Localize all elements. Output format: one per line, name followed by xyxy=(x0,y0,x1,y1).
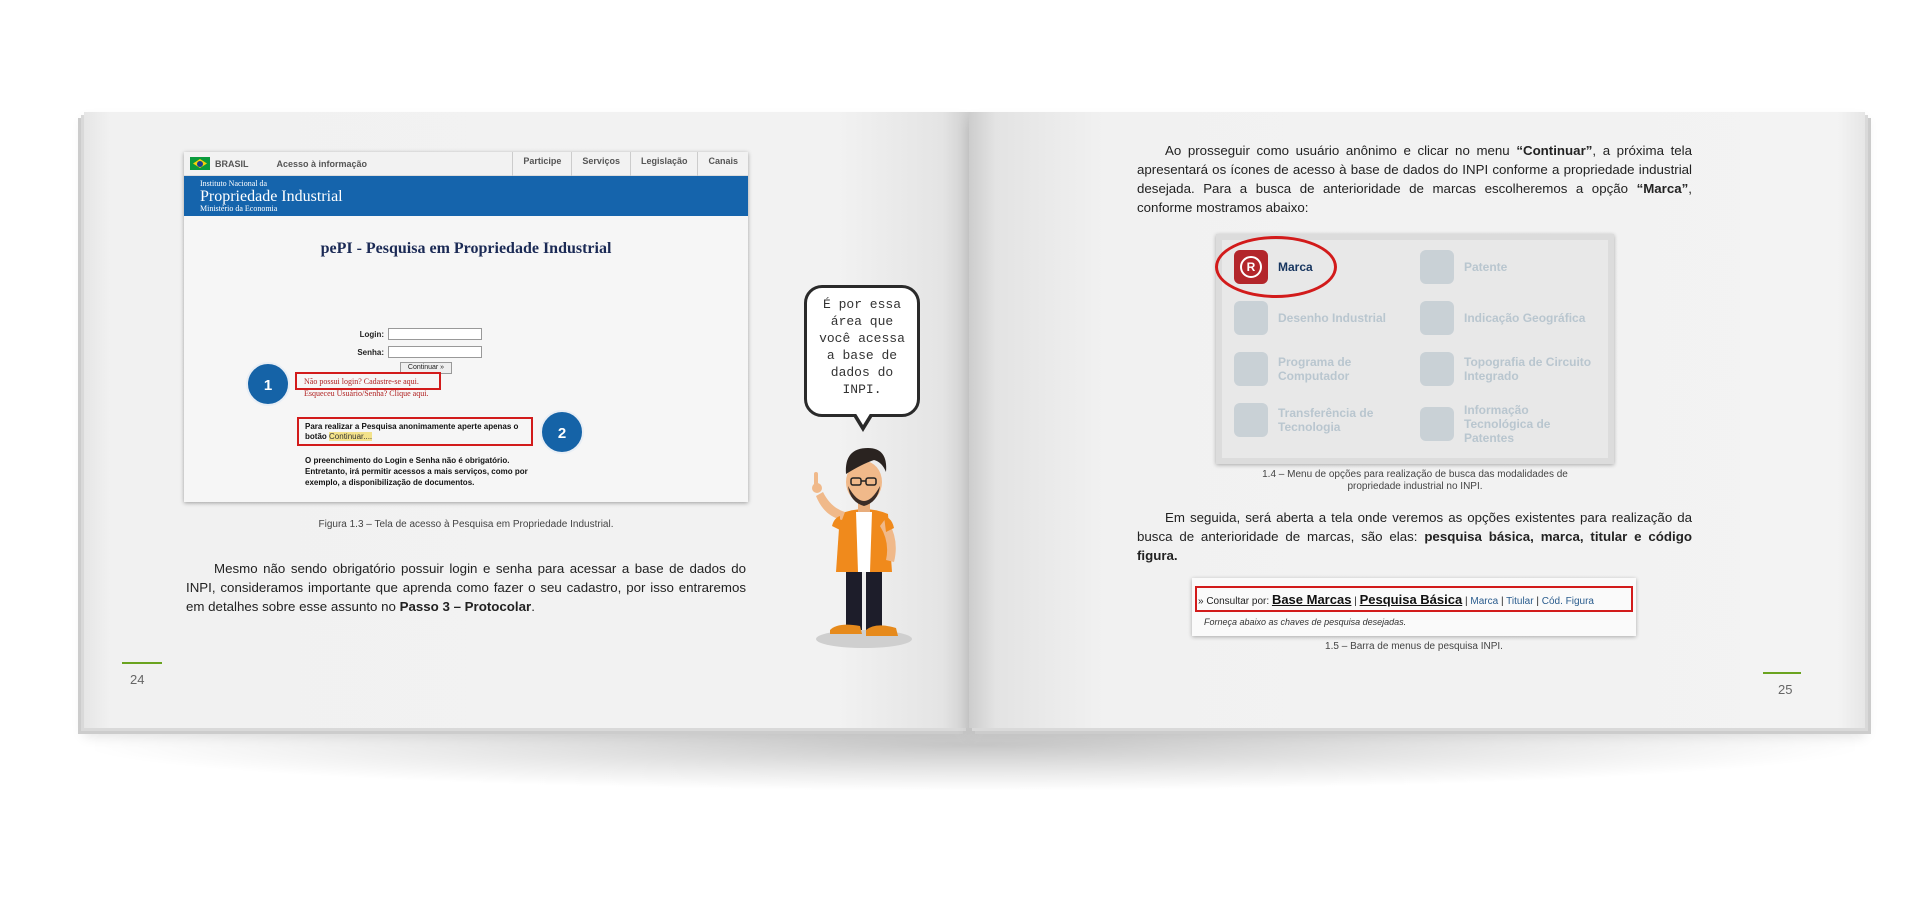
search-sep: | xyxy=(1498,596,1507,607)
intro-text-2: , a próxima tela apresentará os ícones de acesso à base de dados do INPI conforme a propriedade industrial desejada. Para a busca de anterioridade de marcas escolheremos a opção xyxy=(1137,143,1693,196)
pepi-title: pePI - Pesquisa em Propriedade Industrial xyxy=(320,240,612,257)
anonymous-text: Para realizar a Pesquisa anonimamente aperte apenas o botão xyxy=(305,422,519,441)
figure-caption-1-3: Figura 1.3 – Tela de acesso à Pesquisa em Propriedade Industrial. xyxy=(318,519,614,530)
gov-menu-item: Canais xyxy=(697,152,748,176)
menu-item-indicacao-label: Indicação Geográfica xyxy=(1464,311,1586,325)
menu-item-indicacao xyxy=(1420,301,1600,335)
speech-bubble: É por essa área que você acessa a base de dados do INPI. xyxy=(804,285,920,417)
search-bar-hint: Forneça abaixo as chaves de pesquisa desejadas. xyxy=(1204,617,1407,627)
step-marker-1: 1 xyxy=(246,362,290,406)
menu-item-desenho xyxy=(1234,301,1414,335)
figure-caption-1-4: 1.4 – Menu de opções para realização de busca das modalidades de propriedade industrial no INPI. xyxy=(1262,469,1568,492)
password-input xyxy=(388,346,482,358)
menu-item-marca-label: Marca xyxy=(1278,260,1313,274)
menu-item-transferencia-label: Transferência de Tecnologia xyxy=(1278,406,1374,434)
step-marker-2: 2 xyxy=(540,410,584,454)
chip-icon xyxy=(1420,352,1454,386)
search-sep: | xyxy=(1351,596,1360,607)
intro-text-3: , conforme mostramos abaixo: xyxy=(1137,181,1692,215)
map-ig-icon xyxy=(1420,301,1454,335)
menu-item-informacao-label: Informação Tecnológica de Patentes xyxy=(1464,403,1551,445)
search-base-marcas: Base Marcas xyxy=(1271,592,1352,607)
inpi-header-line3: Ministério da Economia xyxy=(200,204,278,213)
search-bar-row xyxy=(1198,592,1594,607)
gov-bar xyxy=(184,152,748,176)
search-sep: | xyxy=(1533,596,1542,607)
figure-caption-1-5: 1.5 – Barra de menus de pesquisa INPI. xyxy=(1325,641,1503,652)
menu-item-patente xyxy=(1420,250,1507,284)
right-intro-paragraph xyxy=(1137,141,1692,217)
document-icon xyxy=(1420,407,1454,441)
login-input xyxy=(388,328,482,340)
page-number-right: 25 xyxy=(1778,682,1793,697)
menu-item-topografia-label: Topografia de Circuito Integrado xyxy=(1464,355,1592,383)
forgot-link: Esqueceu Usuário/Senha? Clique aqui. xyxy=(304,389,429,398)
menu-item-programa xyxy=(1234,352,1414,386)
inpi-header xyxy=(184,176,748,216)
left-paragraph-bold: Passo 3 – Protocolar xyxy=(399,599,532,614)
brazil-flag-icon xyxy=(190,157,210,170)
gov-access-link: Acesso à informação xyxy=(276,158,368,169)
login-note: O preenchimento do Login e Senha não é obrigatório. Entretanto, irá permitir acessos a mais serviços, como por exemplo, a disponibilização de documentos. xyxy=(305,456,528,487)
right-second-paragraph xyxy=(1137,508,1692,565)
pencil-icon xyxy=(1234,301,1268,335)
inpi-header-line1: Instituto Nacional da xyxy=(200,179,268,188)
search-titular: Titular xyxy=(1506,596,1534,607)
left-paragraph-end: . xyxy=(531,599,535,614)
gov-menu-item: Serviços xyxy=(571,152,630,176)
speech-bubble-tail-inner xyxy=(855,412,871,425)
menu-item-topografia xyxy=(1420,352,1600,386)
handshake-icon xyxy=(1234,403,1268,437)
lightbulb-icon xyxy=(1420,250,1454,284)
continue-button: Continuar » xyxy=(400,362,452,374)
menu-item-transferencia xyxy=(1234,403,1414,437)
left-paragraph xyxy=(186,559,746,616)
login-label: Login: xyxy=(359,330,384,339)
search-sep: | xyxy=(1462,596,1471,607)
page-accent-line-left xyxy=(122,662,162,664)
page-accent-line-right xyxy=(1763,672,1801,674)
intro-bold-marca: “Marca” xyxy=(1636,181,1689,196)
menu-item-desenho-label: Desenho Industrial xyxy=(1278,311,1387,325)
anonymous-highlight: Continuar.... xyxy=(329,432,373,441)
password-label: Senha: xyxy=(357,348,384,357)
computer-icon xyxy=(1234,352,1268,386)
second-text: Em seguida, será aberta a tela onde veremos as opções existentes para realização da busca de anterioridade de marcas, são elas: xyxy=(1137,510,1692,544)
search-pesquisa-basica: Pesquisa Básica xyxy=(1359,592,1463,607)
menu-item-informacao xyxy=(1420,403,1600,445)
gov-menu-item: Participe xyxy=(512,152,571,176)
gov-brasil-label: BRASIL xyxy=(215,158,249,169)
search-marca: Marca xyxy=(1470,596,1499,607)
login-screenshot-figure xyxy=(184,152,748,502)
intro-text-1: Ao prosseguir como usuário anônimo e clicar no menu xyxy=(1165,143,1517,158)
menu-item-programa-label: Programa de Computador xyxy=(1278,355,1352,383)
marca-highlight-ellipse xyxy=(1215,236,1337,298)
intro-bold-continuar: “Continuar” xyxy=(1516,143,1593,158)
search-bar-figure xyxy=(1192,578,1636,636)
anonymous-instruction xyxy=(305,422,535,442)
left-paragraph-text: Mesmo não sendo obrigatório possuir login e senha para acessar a base de dados do INPI, consideramos importante que aprenda como fazer o seu cadastro, por isso entraremos em detalhes sobre esse assunto no xyxy=(186,561,746,614)
menu-item-patente-label: Patente xyxy=(1464,260,1508,274)
inpi-header-line2: Propriedade Industrial xyxy=(200,188,343,205)
gov-menu xyxy=(512,152,748,176)
search-bar-prefix: » Consultar por: xyxy=(1198,596,1270,607)
register-link: Não possui login? Cadastre-se aqui. xyxy=(304,377,419,386)
cartoon-character-illustration xyxy=(800,442,920,652)
second-bold: pesquisa básica, marca, titular e código figura. xyxy=(1137,529,1692,563)
search-cod-figura: Cód. Figura xyxy=(1541,596,1594,607)
page-number-left: 24 xyxy=(130,672,145,687)
gov-menu-item: Legislação xyxy=(630,152,698,176)
